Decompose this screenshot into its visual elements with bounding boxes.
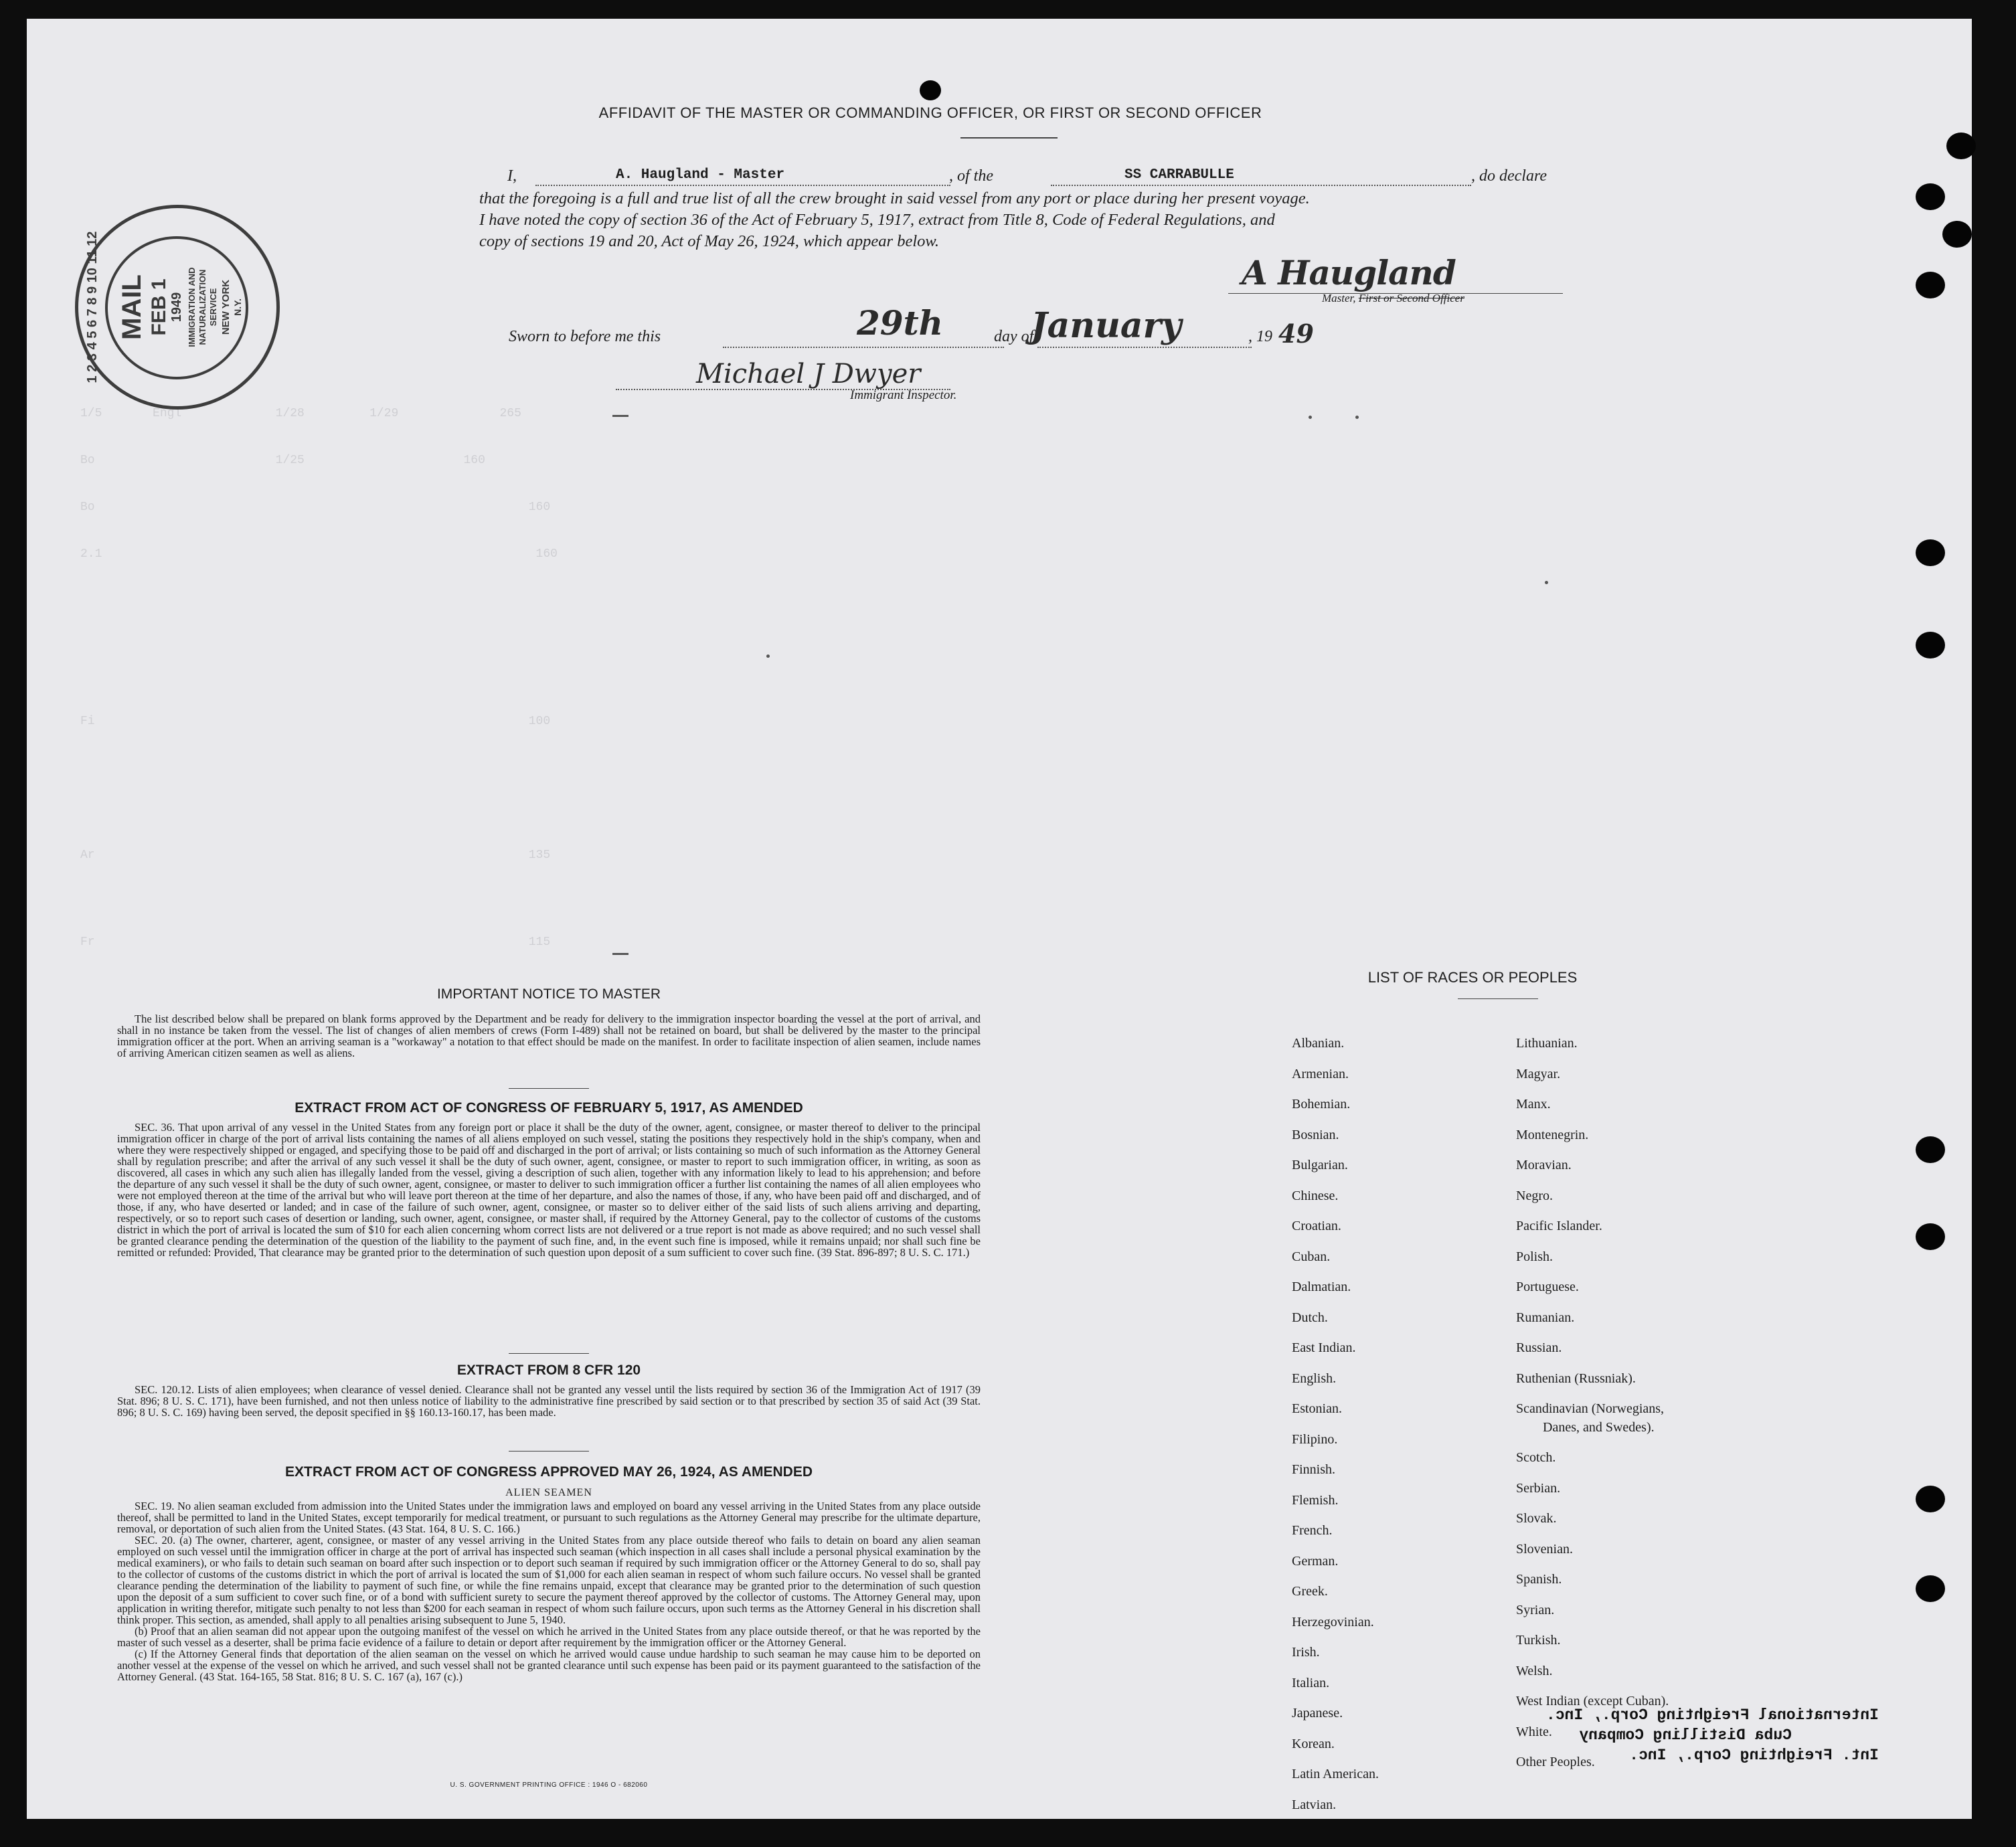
race-item: Serbian. (1516, 1480, 1561, 1496)
races-title: LIST OF RACES OR PEOPLES (1367, 969, 1578, 986)
race-item: Montenegrin. (1516, 1127, 1589, 1142)
sec-20a-text: SEC. 20. (a) The owner, charterer, agent, consignee, or master of any vessel arriving in the United States from any place outside thereof who fails to detain on board any alien seaman employed on such vessel until the immigration officer in charge at the port of arrival has inspected such seaman (which inspection in all cases shall include a personal physical examination by the medical examiners), or who fails to detain such seaman on board after such inspection or to deport such seaman if required by such immigration officer or the Attorney General to do so, shall pay to the collector of customs of the customs district in which the port of arrival is located the sum of $1,000 for each alien seaman in respect of whom such failure occurs. No vessel shall be granted clearance pending the determination of the liability to payment of such fine, or while the fine remains unpaid, except that clearance may be granted prior to the determination of such question upon the deposit of a sum sufficient to cover such fine, or of a bond with sufficient surety to secure the payment thereof approved by the collector of customs. The Attorney General may, upon application in writing therefor, mitigate such penalty to not less than $200 for each seaman in respect of whom such failure occurs, upon such terms as the Attorney General in his discretion shall think proper. This section, as amended, shall apply to all penalties arising subsequent to June 5, 1940. (117, 1534, 981, 1626)
punch-hole-3 (1942, 221, 1972, 248)
inspector-signature: Michael J Dwyer (696, 359, 921, 389)
races-rule (1458, 998, 1538, 999)
race-item: Latvian. (1292, 1797, 1337, 1812)
day-of-label: day of (994, 328, 1034, 345)
sec-36-text: SEC. 36. That upon arrival of any vessel in the United States from any foreign port or place it shall be the duty of the owner, agent, consignee, or master thereof to deliver to the principal immigration officer in charge of the port of arrival lists containing the names of all aliens employed on such vessel, stating the positions they respectively hold in the ship's company, when and where they were respectively shipped or engaged, and specifying those to be paid off and discharged in the port of arrival; or lists containing so much of such information as the Attorney General shall by regulation prescribe; and after the arrival of any such vessel it shall be the duty of such owner, agent, consignee, or master to report to such immigration officer, in writing, as soon as discovered, all cases in which any such alien has illegally landed from the vessel, giving a description of such alien, together with any information likely to lead to his apprehension; and before the departure of any such vessel it shall be the duty of such owner, agent, consignee, or master to deliver to such immigration officer a further list containing the names of all alien employees who were not employed thereon at the time of the arrival but who will leave port thereon at the time of her departure, and also the names of those, if any, who have been paid off and discharged, and of those, if any, who have deserted or landed; and in case of the failure of such owner, agent, consignee, or master so to deliver either of the said lists of such aliens arriving and departing, respectively, or so to report such cases of desertion or landing, such owner, agent, consignee, or master shall, if required by the Attorney General, pay to the collector of customs of the customs district in which the port of arrival is located the sum of $10 for each alien concerning whom correct lists are not delivered or a true report is not made as above required; and no such vessel shall be granted clearance pending the determination of the question of the liability to the payment of such fine, and, in the event such fine is imposed, while it remains unpaid; nor shall such fine be remitted or refunded: Provided, That clearance may be granted prior to the determination of such question upon deposit of a sum sufficient to cover such fine. (39 Stat. 896-897; 8 U. S. C. 171.) (117, 1121, 981, 1259)
year-handwritten: 49 (1278, 319, 1314, 349)
mirrored-stamp-line-2: Cuba Distilling Company (1579, 1727, 1792, 1744)
extract-1924-body (117, 1500, 981, 1682)
of-the-label: , of the (949, 167, 993, 185)
stamp-clock: 1 2 3 4 5 6 7 8 9 10 11 12 (85, 231, 100, 383)
notice-title: IMPORTANT NOTICE TO MASTER (436, 986, 661, 1002)
punch-hole-5 (1916, 539, 1945, 566)
race-item: Bulgarian. (1292, 1158, 1348, 1172)
affidavit-title: AFFIDAVIT OF THE MASTER OR COMMANDING OFFICER, OR FIRST OR SECOND OFFICER (598, 104, 1262, 121)
stamp-state: N.Y. (232, 298, 243, 316)
race-item: Korean. (1292, 1736, 1335, 1751)
sec-20b-text: (b) Proof that an alien seaman did not appear upon the outgoing manifest of the vessel on which he arrived in the United States from any place outside thereof, or that he was reported by the master of such vessel as a deserter, shall be prima facie evidence of a failure to detain or deport after requirement by the immigration officer or the Attorney General. (117, 1625, 981, 1649)
inspector-title: Immigrant Inspector. (850, 388, 957, 402)
master-title-prefix: Master, (1322, 292, 1359, 304)
master-name-line (535, 185, 950, 186)
race-item: Rumanian. (1516, 1310, 1575, 1325)
race-item: Welsh. (1516, 1663, 1553, 1678)
i-label: I, (507, 167, 517, 185)
race-item: Slovak. (1516, 1511, 1557, 1526)
race-item: Other Peoples. (1516, 1755, 1595, 1769)
race-item: Greek. (1292, 1584, 1328, 1599)
race-item: Bohemian. (1292, 1097, 1351, 1112)
race-item: Estonian. (1292, 1401, 1342, 1416)
stamp-year: 1949 (169, 292, 184, 323)
race-item: Filipino. (1292, 1431, 1338, 1447)
race-item: Japanese. (1292, 1706, 1343, 1721)
punch-hole-top (920, 80, 941, 100)
stamp-agency-3: SERVICE (208, 288, 218, 327)
extract-1917-title: EXTRACT FROM ACT OF CONGRESS OF FEBRUARY 5, 1917, AS AMENDED (295, 1100, 803, 1116)
extract-1924-title: EXTRACT FROM ACT OF CONGRESS APPROVED MAY 26, 1924, AS AMENDED (284, 1464, 813, 1480)
sworn-label: Sworn to before me this (509, 328, 661, 345)
race-item: Dutch. (1292, 1310, 1328, 1325)
punch-hole-8 (1916, 1223, 1945, 1250)
punch-hole-9 (1916, 1486, 1945, 1512)
race-item: Scandinavian (Norwegians, (1516, 1401, 1665, 1416)
extract-cfr-body (117, 1384, 981, 1418)
race-item: Pacific Islander. (1516, 1219, 1602, 1233)
punch-hole-6 (1916, 632, 1945, 658)
race-item: Turkish. (1516, 1633, 1561, 1648)
mirrored-stamp-line-1: International Freighting Corp., Inc. (1546, 1706, 1879, 1724)
race-item: Negro. (1516, 1188, 1553, 1203)
race-item: Irish. (1292, 1645, 1320, 1660)
vessel-name: SS CARRABULLE (1124, 167, 1234, 183)
affidavit-line-2: that the foregoing is a full and true list of all the crew brought in said vessel from any port or place during her present voyage. (479, 189, 1310, 207)
stamp-agency-2: NATURALIZATION (197, 269, 207, 345)
race-item: Spanish. (1516, 1572, 1562, 1587)
race-item: Lithuanian. (1516, 1036, 1578, 1051)
stamp-agency-1: IMMIGRATION AND (187, 267, 197, 347)
race-item: German. (1292, 1553, 1339, 1569)
race-item: Bosnian. (1292, 1127, 1339, 1142)
race-item: Latin American. (1292, 1767, 1379, 1781)
immigration-mail-stamp (75, 205, 280, 410)
punch-hole-7 (1916, 1136, 1945, 1163)
vessel-line (1051, 185, 1471, 186)
race-item: Ruthenian (Russniak). (1516, 1371, 1636, 1386)
sworn-month: January (1031, 305, 1182, 346)
race-item: West Indian (except Cuban). (1516, 1694, 1669, 1708)
master-name: A. Haugland - Master (616, 167, 785, 183)
alien-seamen-heading: ALIEN SEAMEN (505, 1487, 592, 1498)
master-signature: A Haugland (1242, 253, 1456, 292)
race-item: Slovenian. (1516, 1541, 1573, 1557)
race-item: Cuban. (1292, 1249, 1331, 1264)
race-item: Moravian. (1516, 1158, 1572, 1172)
extract-1917-body (117, 1122, 981, 1258)
title-rule (960, 137, 1058, 139)
race-item: Albanian. (1292, 1036, 1345, 1051)
declare-label: , do declare (1471, 167, 1547, 185)
race-item: Finnish. (1292, 1462, 1336, 1477)
race-item: English. (1292, 1371, 1337, 1386)
race-item: White. (1516, 1724, 1552, 1739)
race-item: Armenian. (1292, 1066, 1349, 1081)
master-title-struck: First or Second Officer (1358, 292, 1464, 304)
race-item: Portuguese. (1516, 1280, 1579, 1294)
stamp-city: NEW YORK (220, 279, 232, 335)
sworn-day-line (723, 347, 1004, 348)
divider-1 (509, 1088, 589, 1089)
punch-hole-1 (1946, 133, 1976, 159)
race-item: Scotch. (1516, 1450, 1556, 1465)
punch-hole-4 (1916, 272, 1945, 298)
divider-2 (509, 1353, 589, 1354)
mirrored-stamp-line-3: Int. Freighting Corp., Inc. (1629, 1747, 1879, 1764)
race-item: French. (1292, 1523, 1333, 1538)
affidavit-line-4: copy of sections 19 and 20, Act of May 26, 1924, which appear below. (479, 232, 940, 250)
sworn-month-line (1037, 347, 1252, 348)
race-item: Polish. (1516, 1249, 1553, 1264)
race-item: Magyar. (1516, 1066, 1561, 1081)
extract-cfr-title: EXTRACT FROM 8 CFR 120 (456, 1362, 641, 1378)
race-item: Russian. (1516, 1340, 1562, 1355)
printer-imprint: U. S. GOVERNMENT PRINTING OFFICE : 1946 O - 682060 (450, 1781, 648, 1789)
race-item: Italian. (1292, 1675, 1330, 1690)
sec-20c-text: (c) If the Attorney General finds that deportation of the alien seaman on the vessel on which he arrived would cause undue hardship to such seaman he may cause him to be deported on another vessel at the expense of the vessel on which he arrived, and such vessel shall not be granted clearance until such expense has been paid or its payment guaranteed to the satisfaction of the Attorney General. (43 Stat. 164-165, 58 Stat. 816; 8 U. S. C. 167 (a), 167 (c).) (117, 1648, 981, 1683)
sworn-day: 29th (857, 303, 944, 343)
affidavit-line-3: I have noted the copy of section 36 of the Act of February 5, 1917, extract from Title 8, Code of Federal Regulations, and (479, 211, 1275, 229)
race-item: Herzegovinian. (1292, 1614, 1374, 1630)
stamp-date: FEB 1 (148, 278, 170, 336)
mirrored-company-stamp (1546, 1705, 1879, 1765)
race-item: Chinese. (1292, 1188, 1339, 1203)
punch-hole-2 (1916, 183, 1945, 210)
race-item: Croatian. (1292, 1219, 1341, 1233)
race-item: Flemish. (1292, 1492, 1339, 1508)
sec-19-text: SEC. 19. No alien seaman excluded from admission into the United States under the immigration laws and employed on board any vessel arriving in the United States from any place outside thereof, shall be permitted to land in the United States, except temporarily for medical treatment, or pursuant to such regulations as the Attorney General may prescribe for the ultimate departure, removal, or deportation of such alien from the United States. (43 Stat. 164, 8 U. S. C. 166.) (117, 1500, 981, 1535)
race-item: Danes, and Swedes). (1543, 1419, 1655, 1435)
notice-body (117, 1013, 981, 1059)
race-item: Dalmatian. (1292, 1280, 1351, 1294)
sec-120-12-text: SEC. 120.12. Lists of alien employees; when clearance of vessel denied. Clearance shall not be granted any vessel until the lists required by section 36 of the Immigration Act of 1917 (39 Stat. 896; 8 U. S. C. 171), have been furnished, and not then unless notice of liability to the administrative fine prescribed by said section or to that prescribed by section 35 of said Act (39 Stat. 896; 8 U. S. C. 169) having been served, the deposit specified in §§ 160.13-160.17, has been made. (117, 1383, 981, 1419)
race-item: East Indian. (1292, 1340, 1356, 1355)
race-item: Manx. (1516, 1097, 1551, 1112)
race-item: Syrian. (1516, 1602, 1555, 1617)
document-sheet: 1/5 Engl 1/28 1/29 265 Bo 1/25 160 Bo 160 2.1 160 Fi 100 Ar 135 Fr 115 AFFIDAVIT OF THE MASTER OR COMMANDING OFFICER, OR FIRST OR SECOND OFFICER I, A. Haugland - Master , of the SS CARRABULLE , do declare that the foregoing is a full and true list of all the crew brought in said vessel from any port or place during her present voyage. I have noted the copy of section 36 of the Act of February 5, 1917, extract from Title 8, Code of Federal Regulations, and copy of sections 19 and 20, Act of May 26, 1924, which appear below. A Haugland Master, First or Second Officer Sworn to before me this 29th day of January , 19 49 Michael J Dwyer Immigrant Inspector. 1 2 3 4 5 6 7 8 9 10 11 12 MAIL FEB 1 1949 IMMIGRATION AND NATURALIZATION SERVICE NEW YORK N.Y. IMPORTANT NOTICE TO MASTER The list described below shall be prepared on blank forms approved by the Department and be ready for delivery to the immigration inspector boarding the vessel at the port of arrival, and shall in no instance be taken from the vessel. The list of changes of alien members of crews (Form I-489) shall not be retained on board, but shall be delivered by the master to the principal immigration officer at the port. When an arriving seaman is a "workaway" a notation to that effect should be made on the manifest. In order to facilitate inspection of alien seamen, include names of arriving American citizen seamen as well as aliens. EXTRACT FROM ACT OF CONGRESS OF FEBRUARY 5, 1917, AS AMENDED SEC. 36. That upon arrival of any vessel in the United States from any foreign port or place it shall be the duty of the owner, agent, consignee, or master thereof to deliver to the principal immigration officer in charge of the port of arrival lists containing the names of all aliens employed on such vessel, stating the positions they respectively hold in the ship's company, when and where they were respectively shipped or engaged, and specifying those to be paid off and discharged in the port of arrival; or lists containing so much of such information as the Attorney General shall by regulation prescribe; and after the arrival of any such vessel it shall be the duty of such owner, agent, consignee, or master to report to such immigration officer, in writing, as soon as discovered, all cases in which any such alien has illegally landed from the vessel, giving a description of such alien, together with any information likely to lead to his apprehension; and before the departure of any such vessel it shall be the duty of such owner, agent, consignee, or master to deliver to such immigration officer a further list containing the names of all alien employees who were not employed thereon at the time of the arrival but who will leave port thereon at the time of her departure, and also the names of those, if any, who have been paid off and discharged, and of those, if any, who have deserted or landed; and in case of the failure of such owner, agent, consignee, or master so to deliver either of the said lists of such aliens arriving and departing, respectively, or so to report such cases of desertion or landing, such owner, agent, consignee, or master shall, if required by the Attorney General, pay to the collector of customs of the customs district in which the port of arrival is located the sum of $10 for each alien concerning whom correct lists are not delivered or a true report is not made as above required; and no such vessel shall be granted clearance pending the determination of the question of the liability to the payment of such fine, and, in the event such fine is imposed, while it remains unpaid; nor shall such fine be remitted or refunded: Provided, That clearance may be granted prior to the determination of such question upon deposit of a sum sufficient to cover such fine. (39 Stat. 896-897; 8 U. S. C. 171.) EXTRACT FROM 8 CFR 120 SEC. 120.12. Lists of alien employees; when clearance of vessel denied. Clearance shall not be granted any vessel until the lists required by section 36 of the Immigration Act of 1917 (39 Stat. 896; 8 U. S. C. 171), have been furnished, and not then unless notice of liability to the administrative fine prescribed by said section or to that prescribed by section 35 of said Act (39 Stat. 896; 8 U. S. C. 169) having been served, the deposit specified in §§ 160.13-160.17, has been made. EXTRACT FROM ACT OF CONGRESS APPROVED MAY 26, 1924, AS AMENDED ALIEN SEAMEN SEC. 19. No alien seaman excluded from admission into the United States under the immigration laws and employed on board any vessel arriving in the United States from any place outside thereof, shall be permitted to land in the United States, except temporarily for medical treatment, or pursuant to such regulations as the Attorney General may prescribe for the ultimate departure, removal, or deportation of such alien from the United States. (43 Stat. 164, 8 U. S. C. 166.) SEC. 20. (a) The owner, charterer, agent, consignee, or master of any vessel arriving in the United States from any place outside thereof who fails to detain on board any alien seaman employed on such vessel until the immigration officer in charge at the port of arrival has inspected such seaman (which inspection in all cases shall include a personal physical examination by the medical examiners), or who fails to detain such seaman on board after such inspection or to deport such seaman if required by such immigration officer or the Attorney General to do so, shall pay to the collector of customs of the customs district in which the port of arrival is located the sum of $1,000 for each alien seaman in respect of whom such failure occurs. No vessel shall be granted clearance pending the determination of the liability to payment of such fine, or while the fine remains unpaid, except that clearance may be granted prior to the determination of such question upon the deposit of a sum sufficient to cover such fine, or of a bond with sufficient surety to secure the payment thereof approved by the collector of customs. The Attorney General may, upon application in writing therefor, mitigate such penalty to not less than $200 for each seaman in respect of whom such failure occurs, upon such terms as the Attorney General in his discretion shall think proper. This section, as amended, shall apply to all penalties arising subsequent to June 5, 1940. (b) Proof that an alien seaman did not appear upon the outgoing manifest of the vessel on which he arrived in the United States from any place outside thereof, or that he was reported by the master of such vessel as a deserter, shall be prima facie evidence of a failure to detain or deport after requirement by the immigration officer or the Attorney General. (c) If the Attorney General finds that deportation of the alien seaman on the vessel on which he arrived would cause undue hardship to such seaman he may cause him to be deported on another vessel at the expense of the vessel on which he arrived, and such vessel shall not be granted clearance until such expense has been paid or its payment guaranteed to the satisfaction of the Attorney General. (43 Stat. 164-165, 58 Stat. 816; 8 U. S. C. 167 (a), 167 (c).) U. S. GOVERNMENT PRINTING OFFICE : 1946 O - 682060 LIST OF RACES OR PEOPLES Albanian. Armenian. Bohemian. Bosnian. Bulgarian. Chinese. Croatian. Cuban. Dalmatian. Dutch. East Indian. English. Estonian. Filipino. Finnish. Flemish. French. German. Greek. Herzegovinian. Irish. Italian. Japanese. Korean. Latin American. Latvian. Lithuanian. Magyar. Manx. Montenegrin. Moravian. Negro. Pacific Islander. Polish. Portuguese. Rumanian. Russian. Ruthenian (Russniak). Scandinavian (Norwegians, Danes, and Swedes). Scotch. Serbian. Slovak. Slovenian. Spanish. Syrian. Turkish. Welsh. West Indian (except Cuban). White. Other Peoples. International Freighting Corp., Inc. Cuba Distilling Company Int. Freighting Corp., Inc. (27, 19, 1972, 1819)
notice-body-text: The list described below shall be prepared on blank forms approved by the Department and be ready for delivery to the immigration inspector boarding the vessel at the port of arrival, and shall in no instance be taken from the vessel. The list of changes of alien members of crews (Form I-489) shall not be retained on board, but shall be delivered by the master to the principal immigration officer at the port. When an arriving seaman is a "workaway" a notation to that effect should be made on the manifest. In order to facilitate inspection of alien seamen, include names of arriving American citizen seamen as well as aliens. (117, 1013, 981, 1059)
punch-hole-10 (1916, 1575, 1945, 1602)
divider-3 (509, 1451, 589, 1452)
year-printed: , 19 (1248, 328, 1272, 345)
stamp-mail: MAIL (117, 274, 147, 340)
master-title (1322, 292, 1464, 305)
